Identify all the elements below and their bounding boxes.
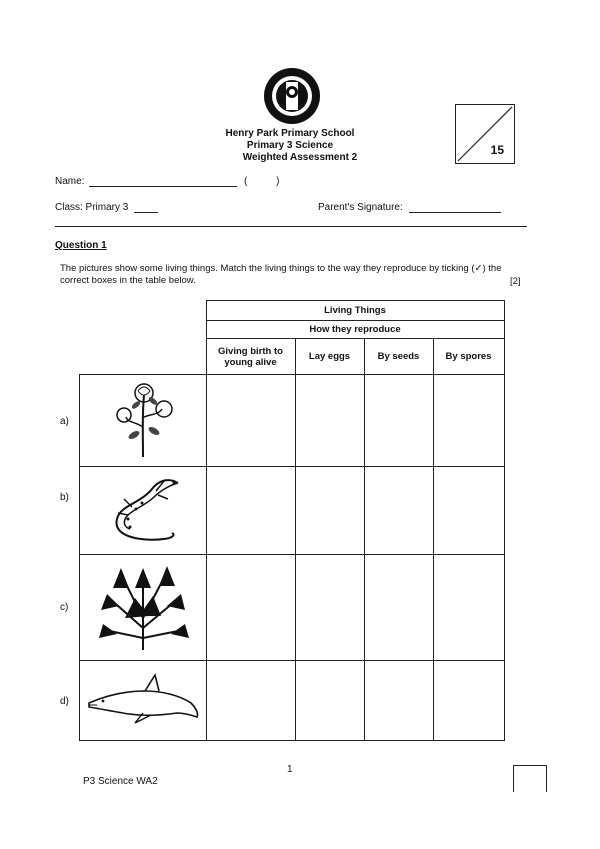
class-row — [55, 202, 158, 213]
col-header-birth: Giving birth to young alive — [206, 339, 295, 375]
score-box — [455, 104, 515, 164]
parent-signature-field[interactable] — [409, 212, 501, 213]
cell-c-seeds[interactable] — [364, 555, 433, 661]
empty-corner-3 — [80, 339, 207, 375]
name-row — [55, 176, 279, 187]
question-marks: [2] — [510, 276, 521, 287]
empty-corner — [80, 301, 207, 321]
dolphin-icon — [83, 669, 203, 729]
row-label-c: c) — [60, 602, 69, 613]
assessment-title: Weighted Assessment 2 — [242, 152, 358, 163]
lizard-icon — [98, 469, 188, 549]
empty-corner-2 — [80, 321, 207, 339]
page-number: 1 — [287, 764, 293, 775]
reproduction-table — [79, 300, 505, 741]
name-field[interactable] — [89, 186, 237, 187]
question-title: Question 1 — [55, 240, 107, 251]
cell-a-birth[interactable] — [206, 375, 295, 467]
row-label-b: b) — [60, 492, 69, 503]
paren-open: ( — [244, 176, 248, 187]
school-logo — [262, 66, 322, 126]
cell-c-spores[interactable] — [433, 555, 504, 661]
class-field[interactable] — [134, 212, 158, 213]
fern-plant-icon — [95, 558, 191, 654]
row-a-picture — [80, 375, 207, 467]
col-header-eggs: Lay eggs — [295, 339, 364, 375]
paren-close: ) — [276, 176, 280, 187]
score-total: 15 — [490, 143, 504, 157]
cell-b-birth[interactable] — [206, 467, 295, 555]
cell-c-eggs[interactable] — [295, 555, 364, 661]
cell-d-spores[interactable] — [433, 661, 504, 741]
row-d-picture — [80, 661, 207, 741]
table-title: Living Things — [206, 301, 504, 321]
col-header-seeds: By seeds — [364, 339, 433, 375]
row-b-picture — [80, 467, 207, 555]
row-c-picture — [80, 555, 207, 661]
cell-c-birth[interactable] — [206, 555, 295, 661]
subject-title: Primary 3 Science — [246, 140, 334, 151]
cell-a-spores[interactable] — [433, 375, 504, 467]
footer-code: P3 Science WA2 — [83, 776, 158, 787]
cell-d-birth[interactable] — [206, 661, 295, 741]
col-header-spores: By spores — [433, 339, 504, 375]
divider — [55, 226, 527, 227]
table-subtitle: How they reproduce — [206, 321, 504, 339]
school-name: Henry Park Primary School — [225, 128, 355, 139]
cell-a-eggs[interactable] — [295, 375, 364, 467]
question-text: The pictures show some living things. Match the living things to the way they reproduce by ticking (✓) the correct boxes in the table below. — [60, 263, 502, 286]
row-label-a: a) — [60, 416, 69, 427]
cell-a-seeds[interactable] — [364, 375, 433, 467]
name-label: Name: — [55, 176, 85, 187]
class-label: Class: Primary 3 — [55, 202, 129, 213]
cell-b-spores[interactable] — [433, 467, 504, 555]
cell-b-seeds[interactable] — [364, 467, 433, 555]
signature-row — [318, 202, 501, 213]
parent-signature-label: Parent's Signature: — [318, 202, 403, 213]
cell-d-seeds[interactable] — [364, 661, 433, 741]
row-label-d: d) — [60, 696, 69, 707]
marks-box — [513, 765, 547, 792]
cell-d-eggs[interactable] — [295, 661, 364, 741]
cell-b-eggs[interactable] — [295, 467, 364, 555]
rose-plant-icon — [98, 377, 188, 461]
